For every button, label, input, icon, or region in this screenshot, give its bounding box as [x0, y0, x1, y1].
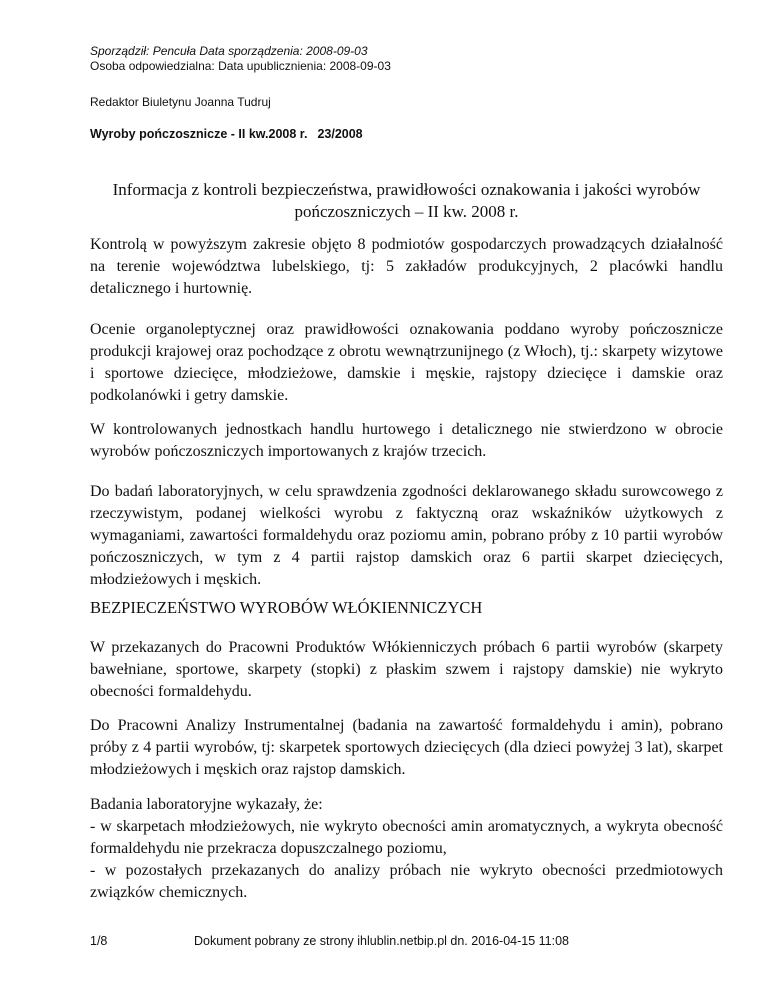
page-title: Informacja z kontroli bezpieczeństwa, prawidłowości oznakowania i jakości wyrobów pończoszniczych – II kw. 2008 r.	[112, 180, 701, 221]
results-item: - w skarpetach młodzieżowych, nie wykryto obecności amin aromatycznych, a wykryta obecność formaldehydu nie przekracza dopuszczalnego poziomu,	[90, 818, 723, 857]
document-heading	[90, 127, 363, 141]
editor-line: Redaktor Biuletynu Joanna Tudruj	[90, 95, 271, 109]
paragraph-lab-tests: Do badań laboratoryjnych, w celu sprawdzenia zgodności deklarowanego składu surowcowego z rzeczywistym, podanej wielkości wyrobu z faktyczną oraz wskaźników użytkowych z wymaganiami, zawartości formaldehydu oraz poziomu amin, pobrano próby z 10 partii wyrobów pończoszniczych, w tym z 4 partii rajstop damskich oraz 6 partii skarpet dziecięcych, młodzieżowych i męskich.	[90, 483, 723, 588]
page-number: 1/8	[90, 934, 108, 948]
metadata-block	[90, 44, 391, 74]
results-intro: Badania laboratoryjne wykazały, że:	[90, 796, 323, 813]
document-number: 23/2008	[317, 127, 363, 141]
results-block	[90, 794, 723, 904]
paragraph-scope: Kontrolą w powyższym zakresie objęto 8 podmiotów gospodarczych prowadzących działalność na terenie województwa lubelskiego, tj: 5 zakładów produkcyjnych, 2 placówki handlu detalicznego i hurtownię.	[90, 236, 723, 297]
paragraph-imports: W kontrolowanych jednostkach handlu hurtowego i detalicznego nie stwierdzono w obrocie wyrobów pończoszniczych importowanych z krajów trzecich.	[90, 421, 723, 460]
document-title: Wyroby pończosznicze - II kw.2008 r.	[90, 127, 308, 141]
results-item: - w pozostałych przekazanych do analizy próbach nie wykryto obecności przedmiotowych związków chemicznych.	[90, 862, 723, 901]
responsible-publication-line: Osoba odpowiedzialna: Data upublicznienia: 2008-09-03	[90, 59, 391, 73]
download-source: Dokument pobrany ze strony ihlublin.netbip.pl dn. 2016-04-15 11:08	[194, 934, 570, 948]
paragraph-instrumental-lab: Do Pracowni Analizy Instrumentalnej (badania na zawartość formaldehydu i amin), pobrano próby z 4 partii wyrobów, tj: skarpetek sportowych dziecięcych (dla dzieci powyżej 3 lat), skarpet młodzieżowych i męskich oraz rajstop damskich.	[90, 717, 723, 778]
section-heading: BEZPIECZEŃSTWO WYROBÓW WŁÓKIENNICZYCH	[90, 598, 483, 617]
paragraph-textile-lab: W przekazanych do Pracowni Produktów Włókienniczych próbach 6 partii wyrobów (skarpety bawełniane, sportowe, skarpety (stopki) z płaskim szwem i rajstopy damskie) nie wykryto obecności formaldehydu.	[90, 639, 723, 700]
paragraph-assessment: Ocenie organoleptycznej oraz prawidłowości oznakowania poddano wyroby pończosznicze produkcji krajowej oraz pochodzące z obrotu wewnątrzunijnego (z Włoch), tj.: skarpety wizytowe i sportowe dziecięce, młodzieżowe, damskie i męskie, rajstopy dziecięce i damskie oraz podkolanówki i getry damskie.	[90, 321, 723, 404]
author-date-line: Sporządził: Pencuła Data sporządzenia: 2008-09-03	[90, 44, 368, 58]
